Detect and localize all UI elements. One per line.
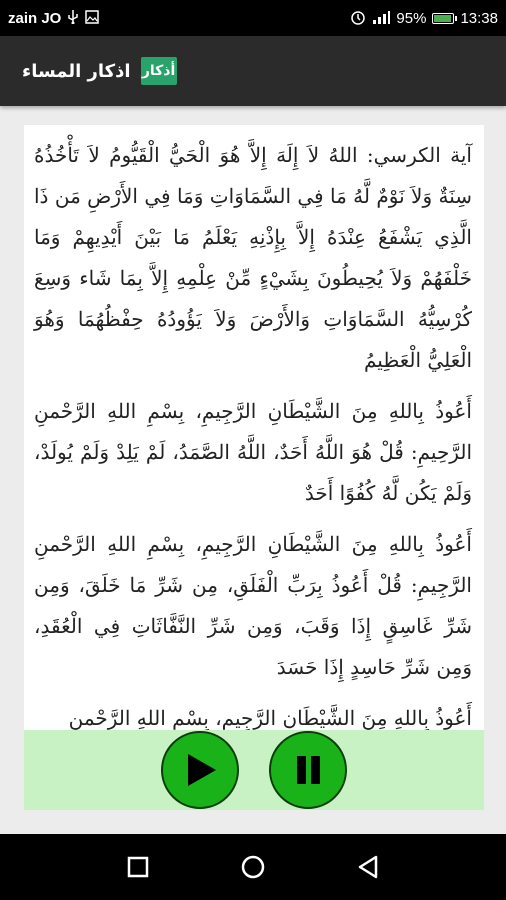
dhikr-paragraph: أَعُوذُ بِاللهِ مِنَ الشَّيْطَانِ الرَّجِيمِ، بِسْمِ اللهِ الرَّحْمنِ الرَّجِيمِ: قُلْ أَعُوذُ بِرَبِّ الْفَلَقِ، مِن شَرِّ مَا خَلَقَ، وَمِن شَرِّ غَاسِقٍ إِذَا وَقَبَ، وَمِن شَرِّ النَّفَّاثَاتِ فِي الْعُقَدِ، وَمِن شَرِّ حَاسِدٍ إِذَا حَسَدَ [34,532,472,679]
image-icon [85,10,99,26]
dhikr-paragraph: أَعُوذُ بِاللهِ مِنَ الشَّيْطَانِ الرَّجِيمِ، بِسْمِ اللهِ الرَّحْمنِ الرَّحِيمِ: قُلْ هُوَ اللَّهُ أَحَدٌ، اللَّهُ الصَّمَدُ، لَمْ يَلِدْ وَلَمْ يُولَدْ، وَلَمْ يَكُن لَّهُ كُفُوًا أَحَدٌ [34,399,472,505]
recents-icon [126,855,150,879]
pause-icon [288,750,328,790]
app-title: اذكار المساء [22,60,131,82]
back-icon [356,854,380,880]
clock-time: 13:38 [460,9,498,27]
status-right [350,9,498,27]
status-left [8,10,99,27]
recents-button[interactable] [118,847,158,887]
dhikr-paragraph: أَعُوذُ بِاللهِ مِنَ الشَّيْطَانِ الرَّجِيمِ، بِسْمِ اللهِ الرَّحْمنِ [68,706,472,730]
app-logo: أذكار [141,57,177,85]
content-card[interactable] [24,125,484,730]
audio-player-bar [24,730,484,810]
signal-icon [372,10,390,26]
carrier-name: zain JO [8,9,62,27]
home-button[interactable] [233,847,273,887]
dhikr-text [24,125,484,730]
battery-icon [432,13,454,24]
pause-button[interactable] [269,731,347,809]
dhikr-paragraph: آية الكرسي: اللهُ لاَ إِلَهَ إِلاَّ هُوَ الْحَيُّ الْقَيُّومُ لاَ تَأْخُذُهُ سِنَةٌ وَلاَ نَوْمٌ لَّهُ مَا فِي السَّمَاوَاتِ وَمَا فِي الأَرْضِ مَن ذَا الَّذِي يَشْفَعُ عِنْدَهُ إِلاَّ بِإِذْنِهِ يَعْلَمُ مَا بَيْنَ أَيْدِيهِمْ وَمَا خَلْفَهُمْ وَلاَ يُحِيطُونَ بِشَيْءٍ مِّنْ عِلْمِهِ إِلاَّ بِمَا شَاء وَسِعَ كُرْسِيُّهُ السَّمَاوَاتِ وَالأَرْضَ وَلاَ يَؤُودُهُ حِفْظُهُمَا وَهُوَ الْعَلِيُّ الْعَظِيمُ [34,143,472,372]
battery-percent: 95% [396,9,427,27]
play-icon [180,750,220,790]
play-button[interactable] [161,731,239,809]
home-icon [240,854,266,880]
status-bar [0,0,506,36]
system-nav-bar [0,834,506,900]
app-bar [0,36,506,106]
usb-icon [67,10,79,26]
back-button[interactable] [348,847,388,887]
alarm-icon [350,9,366,27]
